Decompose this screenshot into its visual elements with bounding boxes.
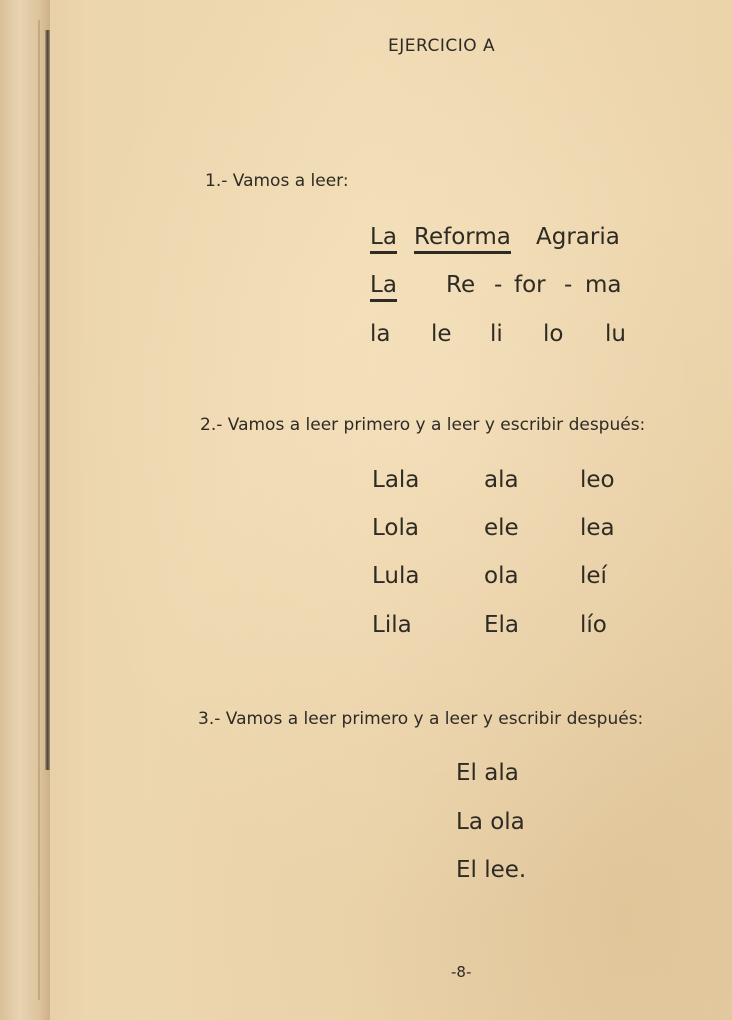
spine-binding-mark [45,30,50,770]
ex1-line3-syllable-5: lu [605,321,626,347]
ex2-word: ola [484,563,519,589]
exercise-1-instruction: 1.- Vamos a leer: [205,171,349,191]
ex2-word: leí [580,563,607,589]
ex1-line2-hyphen-1: - [494,272,503,298]
ex1-line3-syllable-1: la [370,321,391,347]
ex1-line2-syllable-1: La [370,272,397,302]
ex1-line3-syllable-4: lo [543,321,564,347]
ex2-word: lío [580,612,607,638]
ex2-word: lea [580,515,615,541]
page-title: EJERCICIO A [388,36,496,56]
ex1-line3-syllable-2: le [431,321,452,347]
ex3-sentence: El lee. [456,857,527,883]
exercise-2-instruction: 2.- Vamos a leer primero y a leer y escribir después: [200,415,646,435]
ex3-sentence: La ola [456,809,525,835]
ex1-line1-word-3: Agraria [536,224,620,250]
ex1-line2-syllable-4: ma [585,272,622,298]
ex1-line1-word-1: La [370,224,397,254]
ex2-word: Ela [484,612,520,638]
book-spine [0,0,50,1020]
ex2-word: Lala [372,467,420,493]
spine-edge [38,20,40,1000]
ex2-word: Lola [372,515,419,541]
ex2-word: Lula [372,563,420,589]
ex1-line2-hyphen-2: - [564,272,573,298]
exercise-3-instruction: 3.- Vamos a leer primero y a leer y escribir después: [198,709,644,729]
ex3-sentence: El ala [456,760,519,786]
ex1-line2-syllable-3: for [514,272,546,298]
ex1-line2-syllable-2: Re [446,272,476,298]
ex2-word: leo [580,467,615,493]
ex1-line1-word-2: Reforma [414,224,511,254]
ex1-line3-syllable-3: li [490,321,503,347]
ex2-word: ele [484,515,519,541]
page-number: -8- [451,963,472,981]
ex2-word: ala [484,467,519,493]
ex2-word: Lila [372,612,412,638]
